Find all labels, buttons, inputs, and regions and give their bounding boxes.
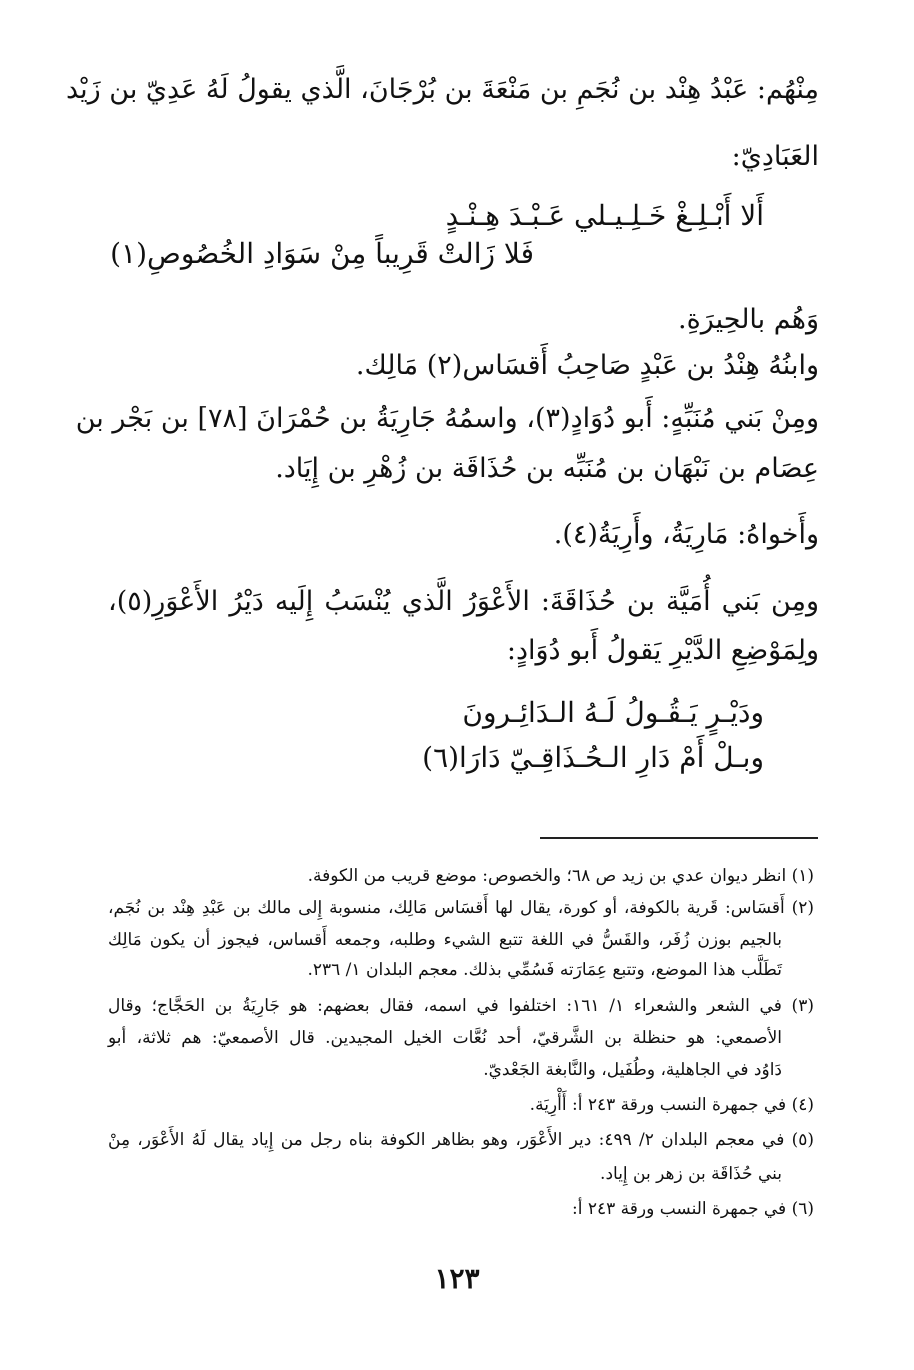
body-line-1: مِنْهُم: عَبْدُ هِنْد بن نُجَمِ بن مَنْعَةَ بن بُرْجَانَ، الَّذي يقولُ لَهُ عَدِيّ بن زَيْد — [65, 74, 819, 105]
page-number: ١٢٣ — [434, 1262, 480, 1295]
body-line-2: العَبَادِيّ: — [731, 141, 819, 172]
body-line-4: وابنُهُ هِنْدُ بن عَبْدٍ صَاحِبُ أَقسَاس(٢) مَالِك. — [355, 350, 819, 381]
verse-1-second-hemistich: فَلا زَالتْ قَرِيباً مِنْ سَوَادِ الخُصُوصِ(١) — [110, 237, 534, 270]
footnote-3-line-3: دَاوُد في الجاهلية، وطُفَيل، والنَّابغة الجَعْديّ. — [483, 1060, 782, 1080]
body-line-7: وأَخواهُ: مَارِيَةُ، وأَرِيَةُ(٤). — [553, 519, 819, 550]
footnote-2-line-3: تَطَلَّب هذا الموضع، وتتبع عِمَارَته فَسُمِّي بذلك. معجم البلدان ١/ ٢٣٦. — [307, 960, 782, 980]
body-line-8: ومِن بَني أُمَيَّة بن حُذَاقَةَ: الأَعْوَرُ الَّذي يُنْسَبُ إِلَيه دَيْرُ الأَعْوَرِ(٥)، — [108, 586, 819, 617]
footnote-3-line-1: (٣) في الشعر والشعراء ١/ ١٦١: اختلفوا في اسمه، فقال بعضهم: هو جَارِيَةُ بن الحَجَّاج؛ وقال — [108, 996, 814, 1016]
body-line-9: ولِمَوْضِعِ الدَّيْرِ يَقولُ أَبو دُوَادٍ: — [506, 635, 819, 666]
footnote-1: (١) انظر ديوان عدي بن زيد ص ٦٨؛ والخصوص: موضع قريب من الكوفة. — [307, 866, 814, 886]
verse-2-first-hemistich: ودَيْـرٍ يَـقُـولُ لَـهُ الـدَائِـرونَ — [462, 696, 764, 729]
footnote-5-line-2: بني حُذَاقَة بن زهر بن إِياد. — [600, 1164, 782, 1184]
footnote-4: (٤) في جمهرة النسب ورقة ٢٤٣ أ: أَأْرِيَة. — [529, 1095, 814, 1115]
verse-1-first-hemistich: أَلا أَبْـلِـغْ خَـلِـيـلي عَـبْـدَ هِـنْـدٍ — [445, 199, 764, 232]
body-line-3: وَهُم بالحِيرَةِ. — [678, 304, 819, 335]
footnote-5-line-1: (٥) في معجم البلدان ٢/ ٤٩٩: دير الأَعْوَر، وهو بظاهر الكوفة بناه رجل من إِياد يقال لَهُ الأَعْوَر، مِنْ — [108, 1130, 814, 1150]
footnote-2-line-2: بالجيم بوزن زُفَر، والقَسُّ في اللغة تتبع الشيء وطلبه، وجمعه أَقساس، فيجوز أن يكون مَالِك — [108, 930, 782, 950]
verse-2-second-hemistich: وبـلْ أَمْ دَارِ الـحُـذَاقِـيّ دَارَا(٦) — [422, 741, 764, 774]
footnote-6: (٦) في جمهرة النسب ورقة ٢٤٣ أ: — [571, 1199, 814, 1219]
body-line-5: ومِنْ بَني مُنَبِّهٍ: أَبو دُوَادٍ(٣)، واسمُهُ جَارِيَةُ بن حُمْرَانَ [٧٨] بن بَجْر بن — [75, 403, 819, 434]
body-line-6: عِصَام بن نَبْهَان بن مُنَبِّه بن حُذَاقَة بن زُهْرِ بن إِيَاد. — [275, 453, 819, 484]
footnote-3-line-2: الأصمعي: هو حنظلة بن الشَّرقيّ، أحد نُعَّات الخيل المجيدين. قال الأصمعيّ: هم ثلاثة، أبو — [108, 1028, 782, 1048]
footnote-separator — [540, 837, 818, 839]
footnote-2-line-1: (٢) أَقسَاس: قَرية بالكوفة، أو كورة، يقال لها أَقسَاس مَالِك، منسوبة إِلى مالك بن عَبْدِ هِنْد بن نُجَم، — [108, 898, 814, 918]
